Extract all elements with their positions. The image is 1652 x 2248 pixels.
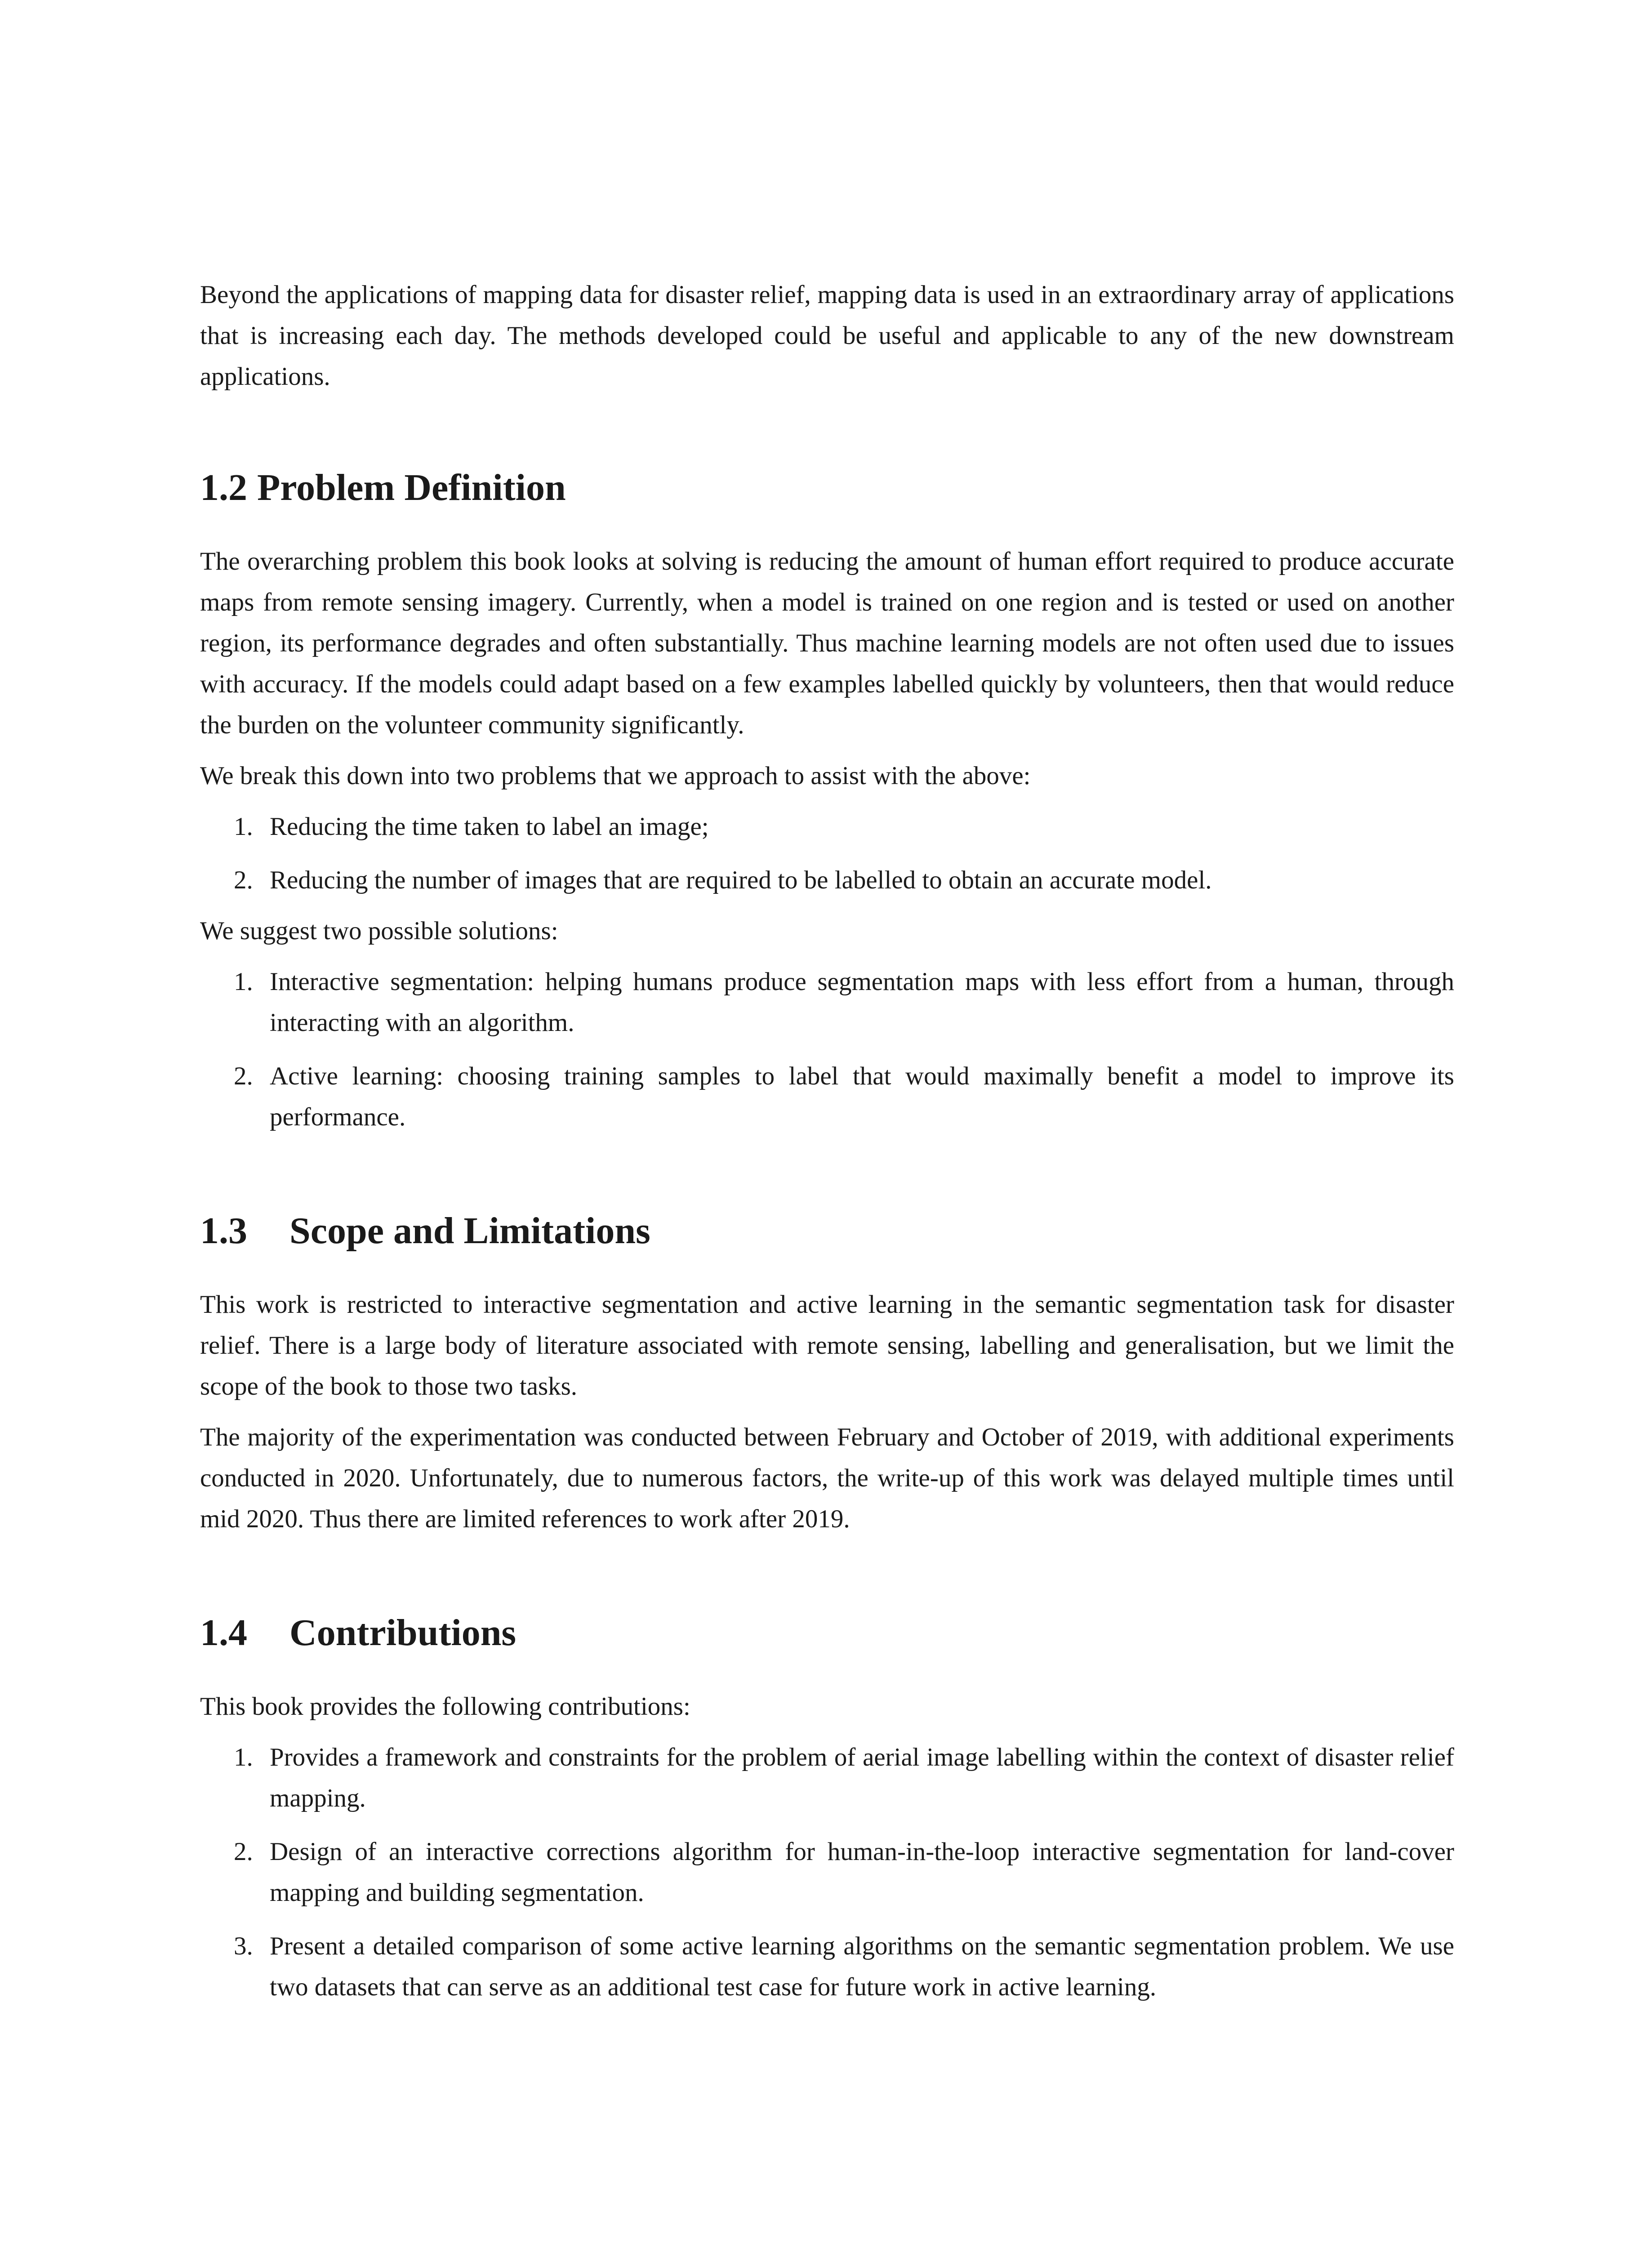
list-item bbox=[200, 961, 1454, 1043]
problems-list bbox=[200, 806, 1454, 901]
section-title: Scope and Limitations bbox=[289, 1210, 650, 1252]
list-item bbox=[200, 1831, 1454, 1913]
section-number: 1.3 bbox=[200, 1210, 247, 1252]
intro-paragraph: Beyond the applications of mapping data for disaster relief, mapping data is used in an extraordinary array of applications that is increasing each day. The methods developed could be useful and applicable to any of the new downstream applications. bbox=[200, 281, 1454, 391]
solutions-list bbox=[200, 961, 1454, 1137]
list-item bbox=[200, 1056, 1454, 1137]
scope-paragraph-1: This work is restricted to interactive segmentation and active learning in the semantic segmentation task for disaster relief. There is a large body of literature associated with remote sensing, labelling and generalisation, but we limit the scope of the book to those two tasks. bbox=[200, 1290, 1454, 1401]
list-item-text: Active learning: choosing training samples to label that would maximally benefit a model to improve its performance. bbox=[270, 1062, 1454, 1131]
list-item-text: Design of an interactive corrections algorithm for human-in-the-loop interactive segmentation for land-cover mapping and building segmentation. bbox=[270, 1838, 1454, 1907]
list-item-text: Provides a framework and constraints for the problem of aerial image labelling within the context of disaster relief mapping. bbox=[270, 1743, 1454, 1812]
problem-definition-paragraph-2: We break this down into two problems that we approach to assist with the above: bbox=[200, 762, 1031, 790]
list-item-text: Interactive segmentation: helping humans produce segmentation maps with less effort from a human, through interacting with an algorithm. bbox=[270, 968, 1454, 1037]
section-heading-problem-definition bbox=[200, 465, 1454, 510]
list-item bbox=[200, 860, 1454, 901]
list-item-number: 1. bbox=[234, 1743, 253, 1771]
list-item-text: Reducing the number of images that are required to be labelled to obtain an accurate model. bbox=[270, 866, 1212, 894]
list-item bbox=[200, 1926, 1454, 2007]
list-item-number: 3. bbox=[234, 1932, 253, 1960]
problem-definition-paragraph-1: The overarching problem this book looks at solving is reducing the amount of human effort required to produce accurate maps from remote sensing imagery. Currently, when a model is trained on one region and is tested or used on another region, its performance degrades and often substantially. Thus machine learning models are not often used due to issues with accuracy. If the models could adapt based on a few examples labelled quickly by volunteers, then that would reduce the burden on the volunteer community significantly. bbox=[200, 547, 1454, 739]
contributions-list bbox=[200, 1737, 1454, 2007]
section-heading-scope-and-limitations bbox=[200, 1209, 1454, 1253]
list-item bbox=[200, 806, 1454, 847]
list-item-text: Reducing the time taken to label an image; bbox=[270, 812, 709, 841]
list-item-number: 2. bbox=[234, 1838, 253, 1866]
contributions-paragraph-1: This book provides the following contributions: bbox=[200, 1692, 690, 1721]
list-item-number: 1. bbox=[234, 812, 253, 841]
list-item bbox=[200, 1737, 1454, 1819]
list-item-number: 2. bbox=[234, 1062, 253, 1090]
section-title: Contributions bbox=[289, 1612, 517, 1654]
section-heading-contributions bbox=[200, 1610, 1454, 1655]
scope-paragraph-2: The majority of the experimentation was conducted between February and October of 2019, with additional experiments conducted in 2020. Unfortunately, due to numerous factors, the write-up of this work was delayed multiple times until mid 2020. Thus there are limited references to work after 2019. bbox=[200, 1423, 1454, 1533]
problem-definition-paragraph-3: We suggest two possible solutions: bbox=[200, 917, 558, 945]
section-number: 1.4 bbox=[200, 1612, 247, 1654]
section-number: 1.2 bbox=[200, 467, 247, 508]
list-item-number: 1. bbox=[234, 968, 253, 996]
section-title: Problem Definition bbox=[257, 467, 566, 508]
list-item-text: Present a detailed comparison of some active learning algorithms on the semantic segmentation problem. We use two datasets that can serve as an additional test case for future work in active learning. bbox=[270, 1932, 1454, 2001]
list-item-number: 2. bbox=[234, 866, 253, 894]
page-content bbox=[200, 274, 1454, 2017]
